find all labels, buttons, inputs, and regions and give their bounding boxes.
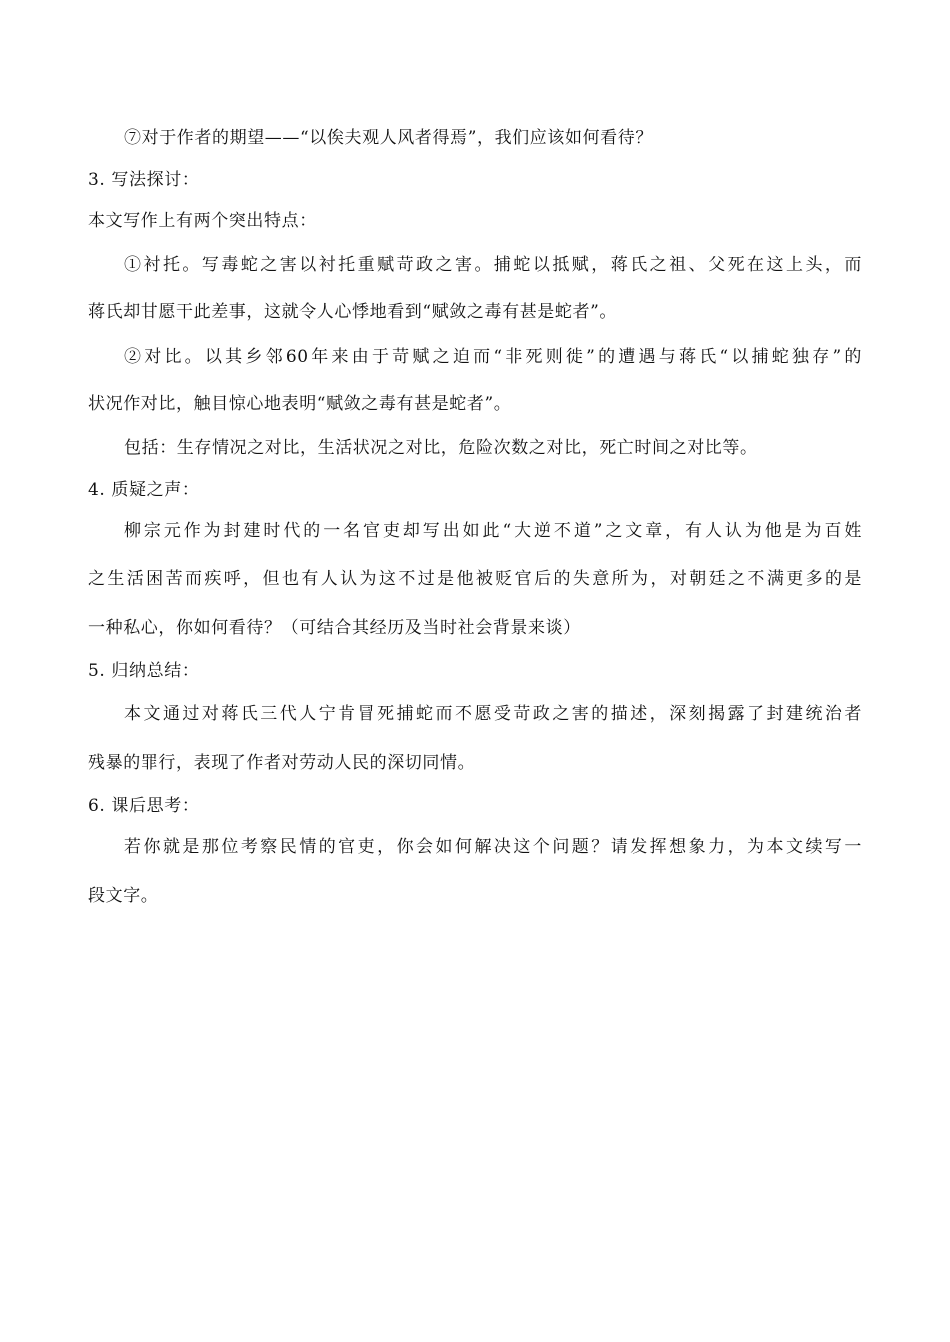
section-3-heading: 3. 写法探讨： xyxy=(88,170,200,190)
section-4-line-2: 之生活困苦而疾呼，但也有人认为这不过是他被贬官后的失意所为，对朝廷之不满更多的是 xyxy=(88,569,862,589)
section-3-include: 包括：生存情况之对比，生活状况之对比，危险次数之对比，死亡时间之对比等。 xyxy=(124,438,758,458)
section-3-point-1-line-1: ①衬托。写毒蛇之害以衬托重赋苛政之害。捕蛇以抵赋，蒋氏之祖、父死在这上头，而 xyxy=(124,255,862,275)
section-4-line-3: 一种私心，你如何看待？（可结合其经历及当时社会背景来谈） xyxy=(88,618,581,638)
section-5-line-2: 残暴的罪行，表现了作者对劳动人民的深切同情。 xyxy=(88,753,476,773)
section-5-line-1: 本文通过对蒋氏三代人宁肯冒死捕蛇而不愿受苛政之害的描述，深刻揭露了封建统治者 xyxy=(124,704,862,724)
section-6-line-2: 段文字。 xyxy=(88,886,159,906)
section-6-heading: 6. 课后思考： xyxy=(88,796,200,816)
section-4-line-1: 柳宗元作为封建时代的一名官吏却写出如此“大逆不道”之文章，有人认为他是为百姓 xyxy=(124,521,862,541)
section-3-point-2-line-1: ②对比。以其乡邻60年来由于苛赋之迫而“非死则徙”的遭遇与蒋氏“以捕蛇独存”的 xyxy=(124,347,862,367)
section-3-point-2-line-2: 状况作对比，触目惊心地表明“赋敛之毒有甚是蛇者”。 xyxy=(88,394,512,414)
section-5-heading: 5. 归纳总结： xyxy=(88,661,200,681)
question-7: ⑦对于作者的期望——“以俟夫观人风者得焉”，我们应该如何看待？ xyxy=(124,128,653,148)
section-4-heading: 4. 质疑之声： xyxy=(88,480,200,500)
section-6-line-1: 若你就是那位考察民情的官吏，你会如何解决这个问题？请发挥想象力，为本文续写一 xyxy=(124,837,862,857)
section-3-point-1-line-2: 蒋氏却甘愿干此差事，这就令人心悸地看到“赋敛之毒有甚是蛇者”。 xyxy=(88,302,617,322)
section-3-intro: 本文写作上有两个突出特点： xyxy=(88,211,317,231)
